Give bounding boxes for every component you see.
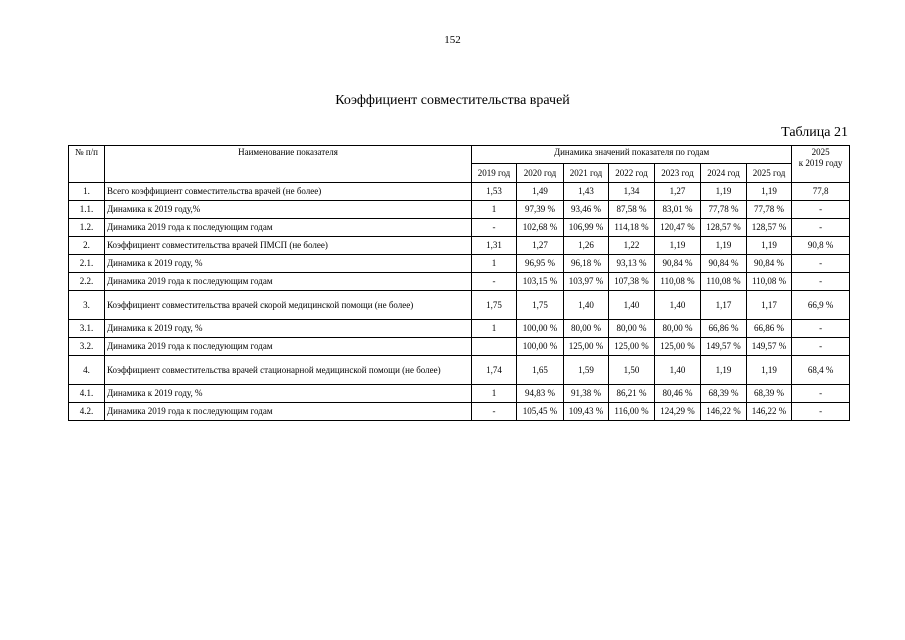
table-row bbox=[69, 291, 850, 320]
year-value: 125,00 % bbox=[609, 338, 655, 356]
header-year: 2024 год bbox=[701, 164, 747, 183]
year-value: 110,08 % bbox=[655, 273, 701, 291]
year-value: 66,86 % bbox=[701, 320, 747, 338]
header-total-year: 2025 bbox=[811, 147, 830, 157]
year-value: 1 bbox=[472, 201, 517, 219]
year-value bbox=[472, 338, 517, 356]
indicator-name: Динамика 2019 года к последующим годам bbox=[105, 338, 472, 356]
table-header-row bbox=[69, 146, 850, 164]
table-row bbox=[69, 201, 850, 219]
year-value: 103,15 % bbox=[517, 273, 564, 291]
year-value: 128,57 % bbox=[747, 219, 792, 237]
year-value: 125,00 % bbox=[564, 338, 609, 356]
table-row bbox=[69, 356, 850, 385]
year-value: 1,75 bbox=[517, 291, 564, 320]
table-row bbox=[69, 338, 850, 356]
table-label: Таблица 21 bbox=[781, 125, 848, 140]
year-value: 1,19 bbox=[701, 237, 747, 255]
year-value: 128,57 % bbox=[701, 219, 747, 237]
year-value: 1,22 bbox=[609, 237, 655, 255]
header-year: 2023 год bbox=[655, 164, 701, 183]
year-value: 149,57 % bbox=[701, 338, 747, 356]
row-number: 3. bbox=[69, 291, 105, 320]
year-value: 149,57 % bbox=[747, 338, 792, 356]
row-number: 1.2. bbox=[69, 219, 105, 237]
row-number: 3.1. bbox=[69, 320, 105, 338]
year-value: 90,84 % bbox=[655, 255, 701, 273]
year-value: 110,08 % bbox=[747, 273, 792, 291]
indicator-name: Динамика к 2019 году, % bbox=[105, 385, 472, 403]
page-number: 152 bbox=[444, 34, 461, 46]
year-value: 1,19 bbox=[747, 183, 792, 201]
year-value: 1,31 bbox=[472, 237, 517, 255]
total-value: - bbox=[792, 385, 850, 403]
year-value: 68,39 % bbox=[701, 385, 747, 403]
year-value: 1,19 bbox=[701, 356, 747, 385]
year-value: 91,38 % bbox=[564, 385, 609, 403]
row-number: 4.2. bbox=[69, 403, 105, 421]
indicator-name: Коэффициент совместительства врачей стационарной медицинской помощи (не более) bbox=[105, 356, 472, 385]
year-value: 68,39 % bbox=[747, 385, 792, 403]
indicator-name: Коэффициент совместительства врачей скорой медицинской помощи (не более) bbox=[105, 291, 472, 320]
year-value: 1,26 bbox=[564, 237, 609, 255]
year-value: 77,78 % bbox=[701, 201, 747, 219]
row-number: 2. bbox=[69, 237, 105, 255]
total-value: - bbox=[792, 273, 850, 291]
header-year: 2022 год bbox=[609, 164, 655, 183]
header-year: 2025 год bbox=[747, 164, 792, 183]
year-value: 1,40 bbox=[564, 291, 609, 320]
total-value: - bbox=[792, 403, 850, 421]
year-value: 1,19 bbox=[747, 356, 792, 385]
year-value: 146,22 % bbox=[747, 403, 792, 421]
row-number: 3.2. bbox=[69, 338, 105, 356]
year-value: 100,00 % bbox=[517, 320, 564, 338]
table-row bbox=[69, 385, 850, 403]
row-number: 1.1. bbox=[69, 201, 105, 219]
row-number: 2.2. bbox=[69, 273, 105, 291]
year-value: 103,97 % bbox=[564, 273, 609, 291]
year-value: 93,46 % bbox=[564, 201, 609, 219]
year-value: 1,19 bbox=[701, 183, 747, 201]
table-row bbox=[69, 219, 850, 237]
table-row bbox=[69, 255, 850, 273]
year-value: 100,00 % bbox=[517, 338, 564, 356]
year-value: 1 bbox=[472, 385, 517, 403]
year-value: 86,21 % bbox=[609, 385, 655, 403]
row-number: 4.1. bbox=[69, 385, 105, 403]
year-value: 1,17 bbox=[747, 291, 792, 320]
header-total-label: к 2019 году bbox=[798, 157, 843, 168]
year-value: 109,43 % bbox=[564, 403, 609, 421]
year-value: - bbox=[472, 273, 517, 291]
year-value: 105,45 % bbox=[517, 403, 564, 421]
table-row bbox=[69, 183, 850, 201]
year-value: 1,53 bbox=[472, 183, 517, 201]
year-value: 83,01 % bbox=[655, 201, 701, 219]
year-value: 1,74 bbox=[472, 356, 517, 385]
year-value: 66,86 % bbox=[747, 320, 792, 338]
row-number: 1. bbox=[69, 183, 105, 201]
header-year: 2021 год bbox=[564, 164, 609, 183]
table-row bbox=[69, 273, 850, 291]
table-row bbox=[69, 320, 850, 338]
total-value: - bbox=[792, 219, 850, 237]
indicator-table bbox=[68, 145, 850, 421]
indicator-name: Динамика к 2019 году, % bbox=[105, 320, 472, 338]
year-value: 93,13 % bbox=[609, 255, 655, 273]
year-value: 1,27 bbox=[655, 183, 701, 201]
year-value: 120,47 % bbox=[655, 219, 701, 237]
total-value: 68,4 % bbox=[792, 356, 850, 385]
year-value: 1 bbox=[472, 320, 517, 338]
indicator-name: Динамика 2019 года к последующим годам bbox=[105, 219, 472, 237]
indicator-name: Коэффициент совместительства врачей ПМСП (не более) bbox=[105, 237, 472, 255]
year-value: 102,68 % bbox=[517, 219, 564, 237]
year-value: 125,00 % bbox=[655, 338, 701, 356]
header-dynamics: Динамика значений показателя по годам bbox=[472, 146, 792, 164]
indicator-name: Динамика 2019 года к последующим годам bbox=[105, 403, 472, 421]
year-value: 110,08 % bbox=[701, 273, 747, 291]
year-value: 107,38 % bbox=[609, 273, 655, 291]
year-value: 80,00 % bbox=[609, 320, 655, 338]
year-value: 114,18 % bbox=[609, 219, 655, 237]
year-value: 97,39 % bbox=[517, 201, 564, 219]
year-value: 106,99 % bbox=[564, 219, 609, 237]
year-value: 90,84 % bbox=[747, 255, 792, 273]
year-value: - bbox=[472, 219, 517, 237]
header-year: 2019 год bbox=[472, 164, 517, 183]
total-value: 77,8 bbox=[792, 183, 850, 201]
header-indicator-name: Наименование показателя bbox=[105, 146, 472, 183]
year-value: 1,40 bbox=[655, 356, 701, 385]
year-value: 1,34 bbox=[609, 183, 655, 201]
year-value: 90,84 % bbox=[701, 255, 747, 273]
total-value: - bbox=[792, 255, 850, 273]
year-value: 1,17 bbox=[701, 291, 747, 320]
year-value: 80,46 % bbox=[655, 385, 701, 403]
year-value: 80,00 % bbox=[564, 320, 609, 338]
table-body bbox=[69, 183, 850, 421]
indicator-name: Динамика к 2019 году, % bbox=[105, 255, 472, 273]
year-value: 146,22 % bbox=[701, 403, 747, 421]
year-value: 1,43 bbox=[564, 183, 609, 201]
year-value: 1,40 bbox=[655, 291, 701, 320]
year-value: 77,78 % bbox=[747, 201, 792, 219]
table-row bbox=[69, 237, 850, 255]
year-value: 1,40 bbox=[609, 291, 655, 320]
header-num: № п/п bbox=[69, 146, 105, 183]
year-value: 1,49 bbox=[517, 183, 564, 201]
year-value: 96,95 % bbox=[517, 255, 564, 273]
total-value: - bbox=[792, 338, 850, 356]
year-value: 116,00 % bbox=[609, 403, 655, 421]
year-value: 1,19 bbox=[747, 237, 792, 255]
header-total bbox=[792, 146, 850, 183]
total-value: - bbox=[792, 201, 850, 219]
table-row bbox=[69, 403, 850, 421]
year-value: 96,18 % bbox=[564, 255, 609, 273]
total-value: - bbox=[792, 320, 850, 338]
page-title: Коэффициент совместительства врачей bbox=[335, 93, 570, 108]
year-value: 87,58 % bbox=[609, 201, 655, 219]
total-value: 66,9 % bbox=[792, 291, 850, 320]
year-value: 80,00 % bbox=[655, 320, 701, 338]
year-value: - bbox=[472, 403, 517, 421]
year-value: 1,19 bbox=[655, 237, 701, 255]
year-value: 1,65 bbox=[517, 356, 564, 385]
year-value: 124,29 % bbox=[655, 403, 701, 421]
row-number: 2.1. bbox=[69, 255, 105, 273]
year-value: 94,83 % bbox=[517, 385, 564, 403]
indicator-name: Всего коэффициент совместительства врачей (не более) bbox=[105, 183, 472, 201]
year-value: 1 bbox=[472, 255, 517, 273]
year-value: 1,27 bbox=[517, 237, 564, 255]
year-value: 1,50 bbox=[609, 356, 655, 385]
total-value: 90,8 % bbox=[792, 237, 850, 255]
header-year: 2020 год bbox=[517, 164, 564, 183]
year-value: 1,75 bbox=[472, 291, 517, 320]
year-value: 1,59 bbox=[564, 356, 609, 385]
indicator-name: Динамика к 2019 году,% bbox=[105, 201, 472, 219]
row-number: 4. bbox=[69, 356, 105, 385]
indicator-name: Динамика 2019 года к последующим годам bbox=[105, 273, 472, 291]
